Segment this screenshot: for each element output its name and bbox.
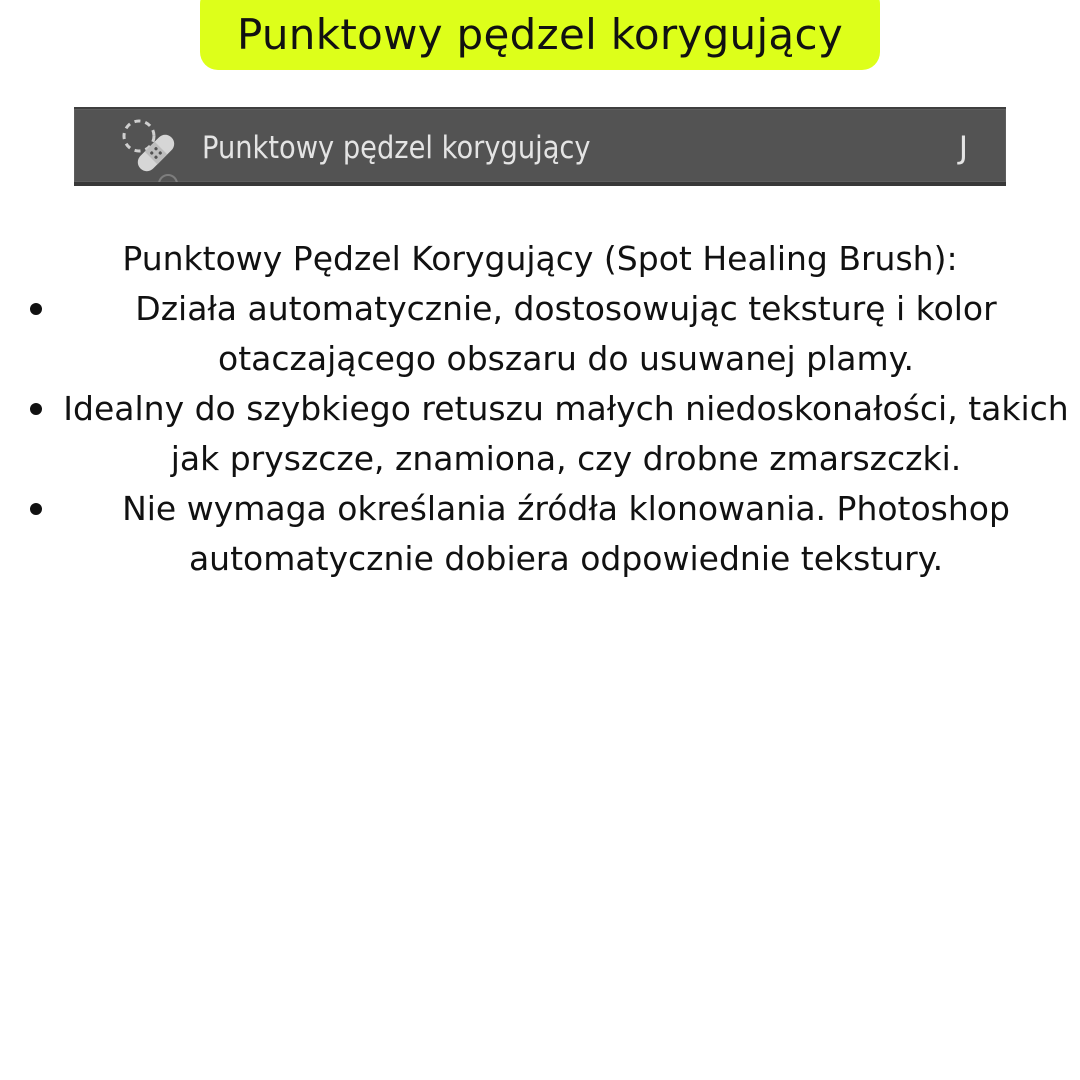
- page-title: Punktowy pędzel korygujący: [200, 0, 880, 70]
- tool-menu-item-spot-healing-brush[interactable]: [74, 107, 1006, 186]
- bullet-icon: [30, 503, 42, 515]
- feature-text: Nie wymaga określania źródła klonowania. Photoshop automatycznie dobiera odpowiednie tekstury.: [122, 489, 1010, 578]
- tool-menu-item-label: Punktowy pędzel korygujący: [202, 130, 591, 166]
- tool-shortcut-key: J: [958, 130, 968, 166]
- feature-list-item: [0, 384, 1080, 484]
- spot-healing-brush-icon: [118, 115, 184, 181]
- bullet-icon: [30, 403, 42, 415]
- feature-text: Idealny do szybkiego retuszu małych niedoskonałości, takich jak pryszcze, znamiona, czy drobne zmarszczki.: [63, 389, 1069, 478]
- description-section: [0, 234, 1080, 584]
- bullet-icon: [30, 303, 42, 315]
- feature-text: Działa automatycznie, dostosowując teksturę i kolor otaczającego obszaru do usuwanej plamy.: [135, 289, 997, 378]
- description-heading: Punktowy Pędzel Korygujący (Spot Healing Brush):: [122, 239, 958, 278]
- feature-list-item: [0, 484, 1080, 584]
- feature-list-item: [0, 284, 1080, 384]
- feature-list: [0, 284, 1080, 584]
